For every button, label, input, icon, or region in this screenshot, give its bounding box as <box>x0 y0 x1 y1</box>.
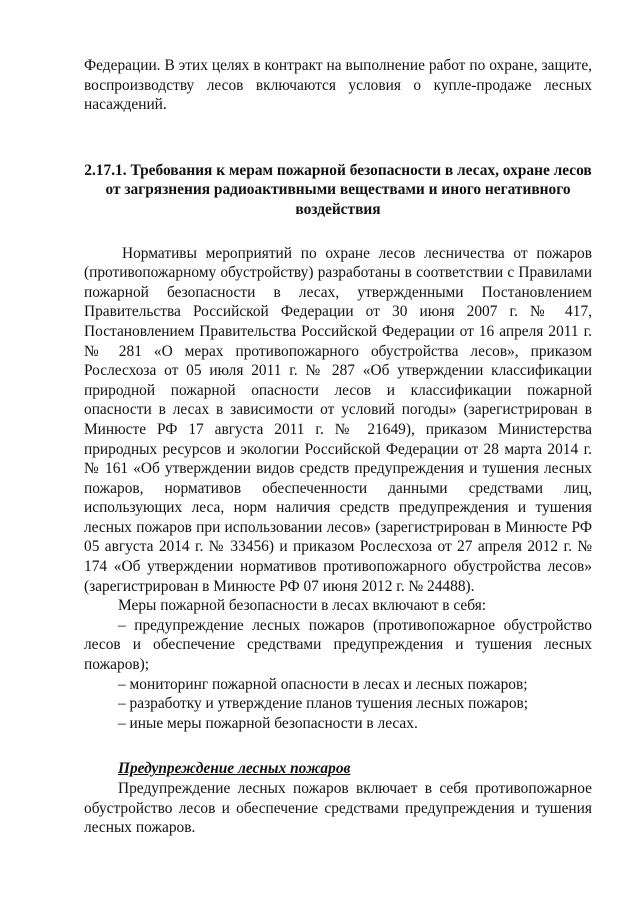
measures-list-item: – иные меры пожарной безопасности в лесах. <box>118 714 418 732</box>
main-paragraph: Нормативы мероприятий по охране лесов лесничества от пожаров (противопожарному обустройству) разработаны в соответствии с Правилами пожарной безопасности в лесах, утвержденными Постановлением Правительства Российской Федерации от 30 июня 2007 г. № 417, Постановлением Правительства Российской Федерации от 16 апреля 2011 г. № 281 «О мерах противопожарного обустройства лесов», приказом Рослесхоза от 05 июля 2011 г. № 287 «Об утверждении классификации природной пожарной опасности лесов и классификации пожарной опасности в лесах в зависимости от условий погоды» (зарегистрирован в Минюсте РФ 17 августа 2011 г. № 21649), приказом Министерства природных ресурсов и экологии Российской Федерации от 28 марта 2014 г. № 161 «Об утверждении видов средств предупреждения и тушения лесных пожаров, нормативов обеспеченности данными средствами лиц, использующих леса, норм наличия средств предупреждения и тушения лесных пожаров при использовании лесов» (зарегистрирован в Минюсте РФ 05 августа 2014 г. № 33456) и приказом Рослесхоза от 27 апреля 2012 г. № 174 «Об утверждении нормативов противопожарного обустройства лесов» (зарегистрирован в Минюсте РФ 07 июня 2012 г. № 24488). <box>84 244 592 595</box>
measures-list-item: – мониторинг пожарной опасности в лесах и лесных пожаров; <box>118 675 528 693</box>
measures-list-item: – предупреждение лесных пожаров (противопожарное обустройство лесов и обеспечение средствами предупреждения и тушения лесных пожаров); <box>84 616 592 674</box>
intro-paragraph: Федерации. В этих целях в контракт на выполнение работ по охране, защите, воспроизводству лесов включаются условия о купле-продаже лесных насаждений. <box>84 57 592 114</box>
section-heading: 2.17.1. Требования к мерам пожарной безопасности в лесах, охране лесов от загрязнения радиоактивными веществами и иного негативного воздействия <box>84 161 592 218</box>
subheading-fire-prevention: Предупреждение лесных пожаров <box>118 760 351 778</box>
measures-intro: Меры пожарной безопасности в лесах включают в себя: <box>118 597 487 615</box>
final-paragraph: Предупреждение лесных пожаров включает в себя противопожарное обустройство лесов и обеспечение средствами предупреждения и тушения лесных пожаров. <box>84 780 592 837</box>
measures-list-item: – разработку и утверждение планов тушения лесных пожаров; <box>118 695 529 713</box>
